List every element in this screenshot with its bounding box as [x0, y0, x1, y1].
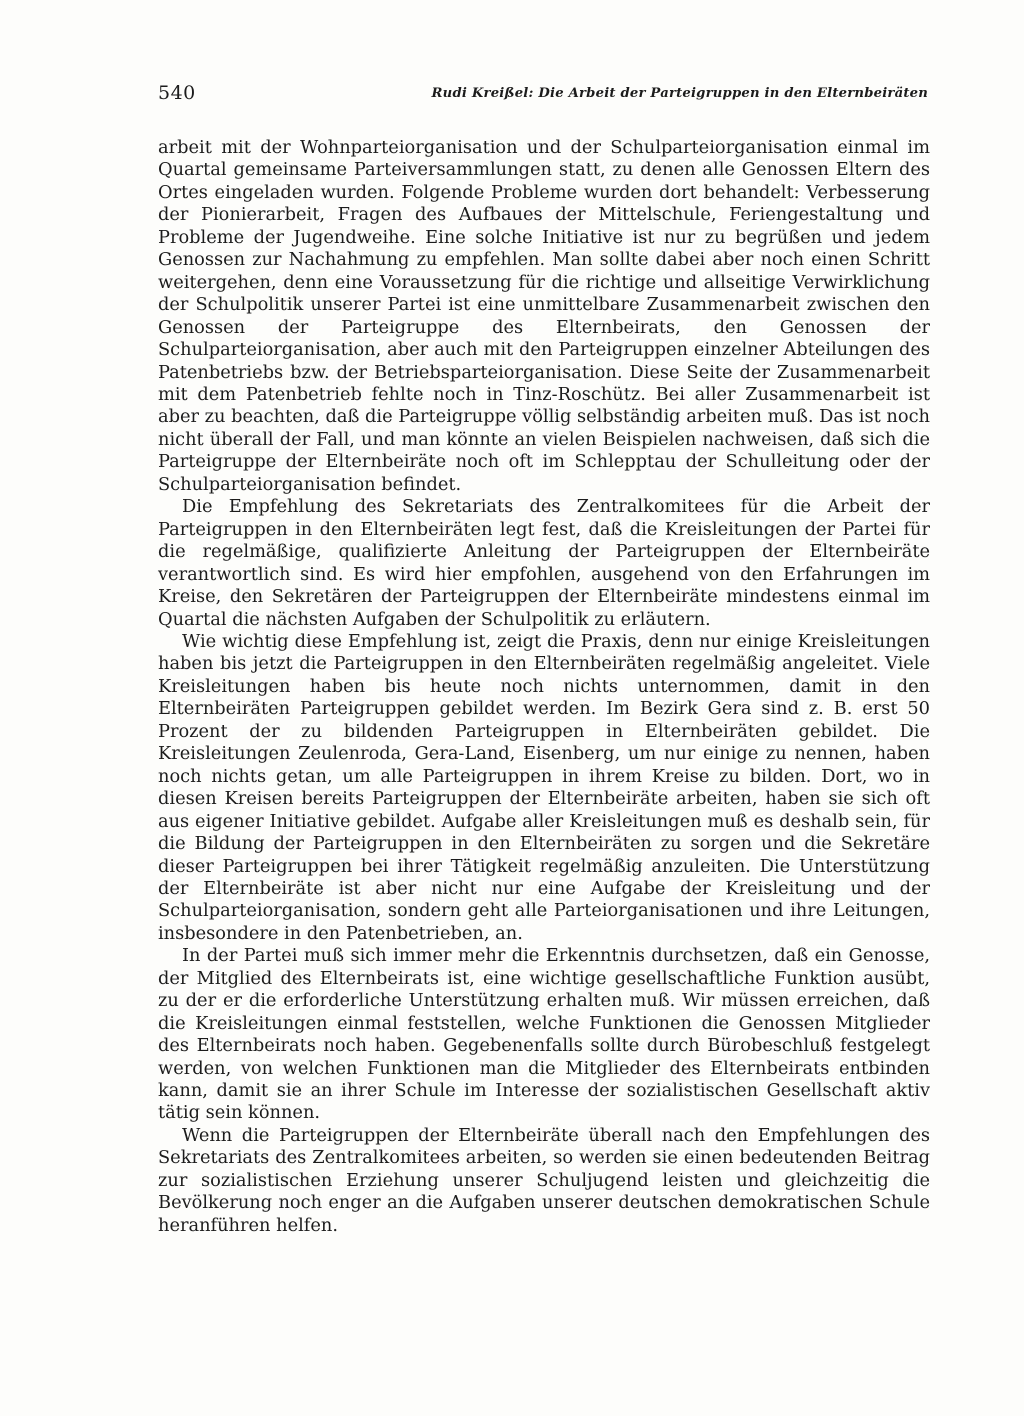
body-text	[158, 137, 930, 1237]
paragraph: Die Empfehlung des Sekretariats des Zentralkomitees für die Arbeit der Parteigruppen in den Elternbeiräten legt fest, daß die Kreisleitungen der Partei für die regelmäßige, qualifizierte Anleitung der Parteigruppen der Elternbeiräte verantwortlich sind. Es wird hier empfohlen, ausgehend von den Erfahrungen im Kreise, den Sekretären der Parteigruppen der Elternbeiräte mindestens einmal im Quartal die nächsten Aufgaben der Schulpolitik zu erläutern.	[158, 496, 930, 630]
page-number: 540	[158, 82, 196, 104]
paragraph: In der Partei muß sich immer mehr die Erkenntnis durchsetzen, daß ein Genosse, der Mitglied des Elternbeirats ist, eine wichtige gesellschaftliche Funktion ausübt, zu der er die erforderliche Unterstützung erhalten muß. Wir müssen erreichen, daß die Kreisleitungen einmal feststellen, welche Funktionen die Genossen Mitglieder des Elternbeirats noch haben. Gegebenenfalls sollte durch Bürobeschluß festgelegt werden, von welchen Funktionen man die Mitglieder des Elternbeirats entbinden kann, damit sie an ihrer Schule im Interesse der sozialistischen Gesellschaft aktiv tätig sein können.	[158, 945, 930, 1124]
page-header	[158, 82, 928, 112]
paragraph-continued: arbeit mit der Wohnparteiorganisation und der Schulparteiorganisation einmal im Quartal gemeinsame Parteiversammlungen statt, zu denen alle Genossen Eltern des Ortes eingeladen wurden. Folgende Probleme wurden dort behandelt: Verbesserung der Pionierarbeit, Fragen des Aufbaues der Mittelschule, Feriengestaltung und Probleme der Jugendweihe. Eine solche Initiative ist nur zu begrüßen und jedem Genossen zur Nachahmung zu empfehlen. Man sollte dabei aber noch einen Schritt weitergehen, denn eine Voraussetzung für die richtige und allseitige Verwirklichung der Schulpolitik unserer Partei ist eine unmittelbare Zusammenarbeit zwischen den Genossen der Parteigruppe des Elternbeirats, den Genossen der Schulparteiorganisation, aber auch mit den Parteigruppen einzelner Abteilungen des Patenbetriebs bzw. der Betriebsparteiorganisation. Diese Seite der Zusammenarbeit mit dem Patenbetrieb fehlte noch in Tinz-Roschütz. Bei aller Zusammenarbeit ist aber zu beachten, daß die Parteigruppe völlig selbständig arbeiten muß. Das ist noch nicht überall der Fall, und man könnte an vielen Beispielen nachweisen, daß sich die Parteigruppe der Elternbeiräte noch oft im Schlepptau der Schulleitung oder der Schulparteiorganisation befindet.	[158, 137, 930, 495]
running-head: Rudi Kreißel: Die Arbeit der Parteigruppen in den Elternbeiräten	[431, 86, 928, 101]
paragraph: Wenn die Parteigruppen der Elternbeiräte überall nach den Empfehlungen des Sekretariats des Zentralkomitees arbeiten, so werden sie einen bedeutenden Beitrag zur sozialistischen Erziehung unserer Schuljugend leisten und gleichzeitig die Bevölkerung noch enger an die Aufgaben unserer deutschen demokratischen Schule heranführen helfen.	[158, 1124, 930, 1236]
paragraph: Wie wichtig diese Empfehlung ist, zeigt die Praxis, denn nur einige Kreisleitungen haben bis jetzt die Parteigruppen in den Elternbeiräten regelmäßig angeleitet. Viele Kreisleitungen haben bis heute noch nichts unternommen, damit in den Elternbeiräten Parteigruppen gebildet werden. Im Bezirk Gera sind z. B. erst 50 Prozent der zu bildenden Parteigruppen in Elternbeiräten gebildet. Die Kreisleitungen Zeulenroda, Gera-Land, Eisenberg, um nur einige zu nennen, haben noch nichts getan, um alle Parteigruppen in ihrem Kreise zu bilden. Dort, wo in diesen Kreisen bereits Parteigruppen der Elternbeiräte arbeiten, haben sie sich oft aus eigener Initiative gebildet. Aufgabe aller Kreisleitungen muß es deshalb sein, für die Bildung der Parteigruppen in den Elternbeiräten zu sorgen und die Sekretäre dieser Parteigruppen bei ihrer Tätigkeit regelmäßig anzuleiten. Die Unterstützung der Elternbeiräte ist aber nicht nur eine Aufgabe der Kreisleitung und der Schulparteiorganisation, sondern geht alle Parteiorganisationen und ihre Leitungen, insbesondere in den Patenbetrieben, an.	[158, 630, 930, 944]
